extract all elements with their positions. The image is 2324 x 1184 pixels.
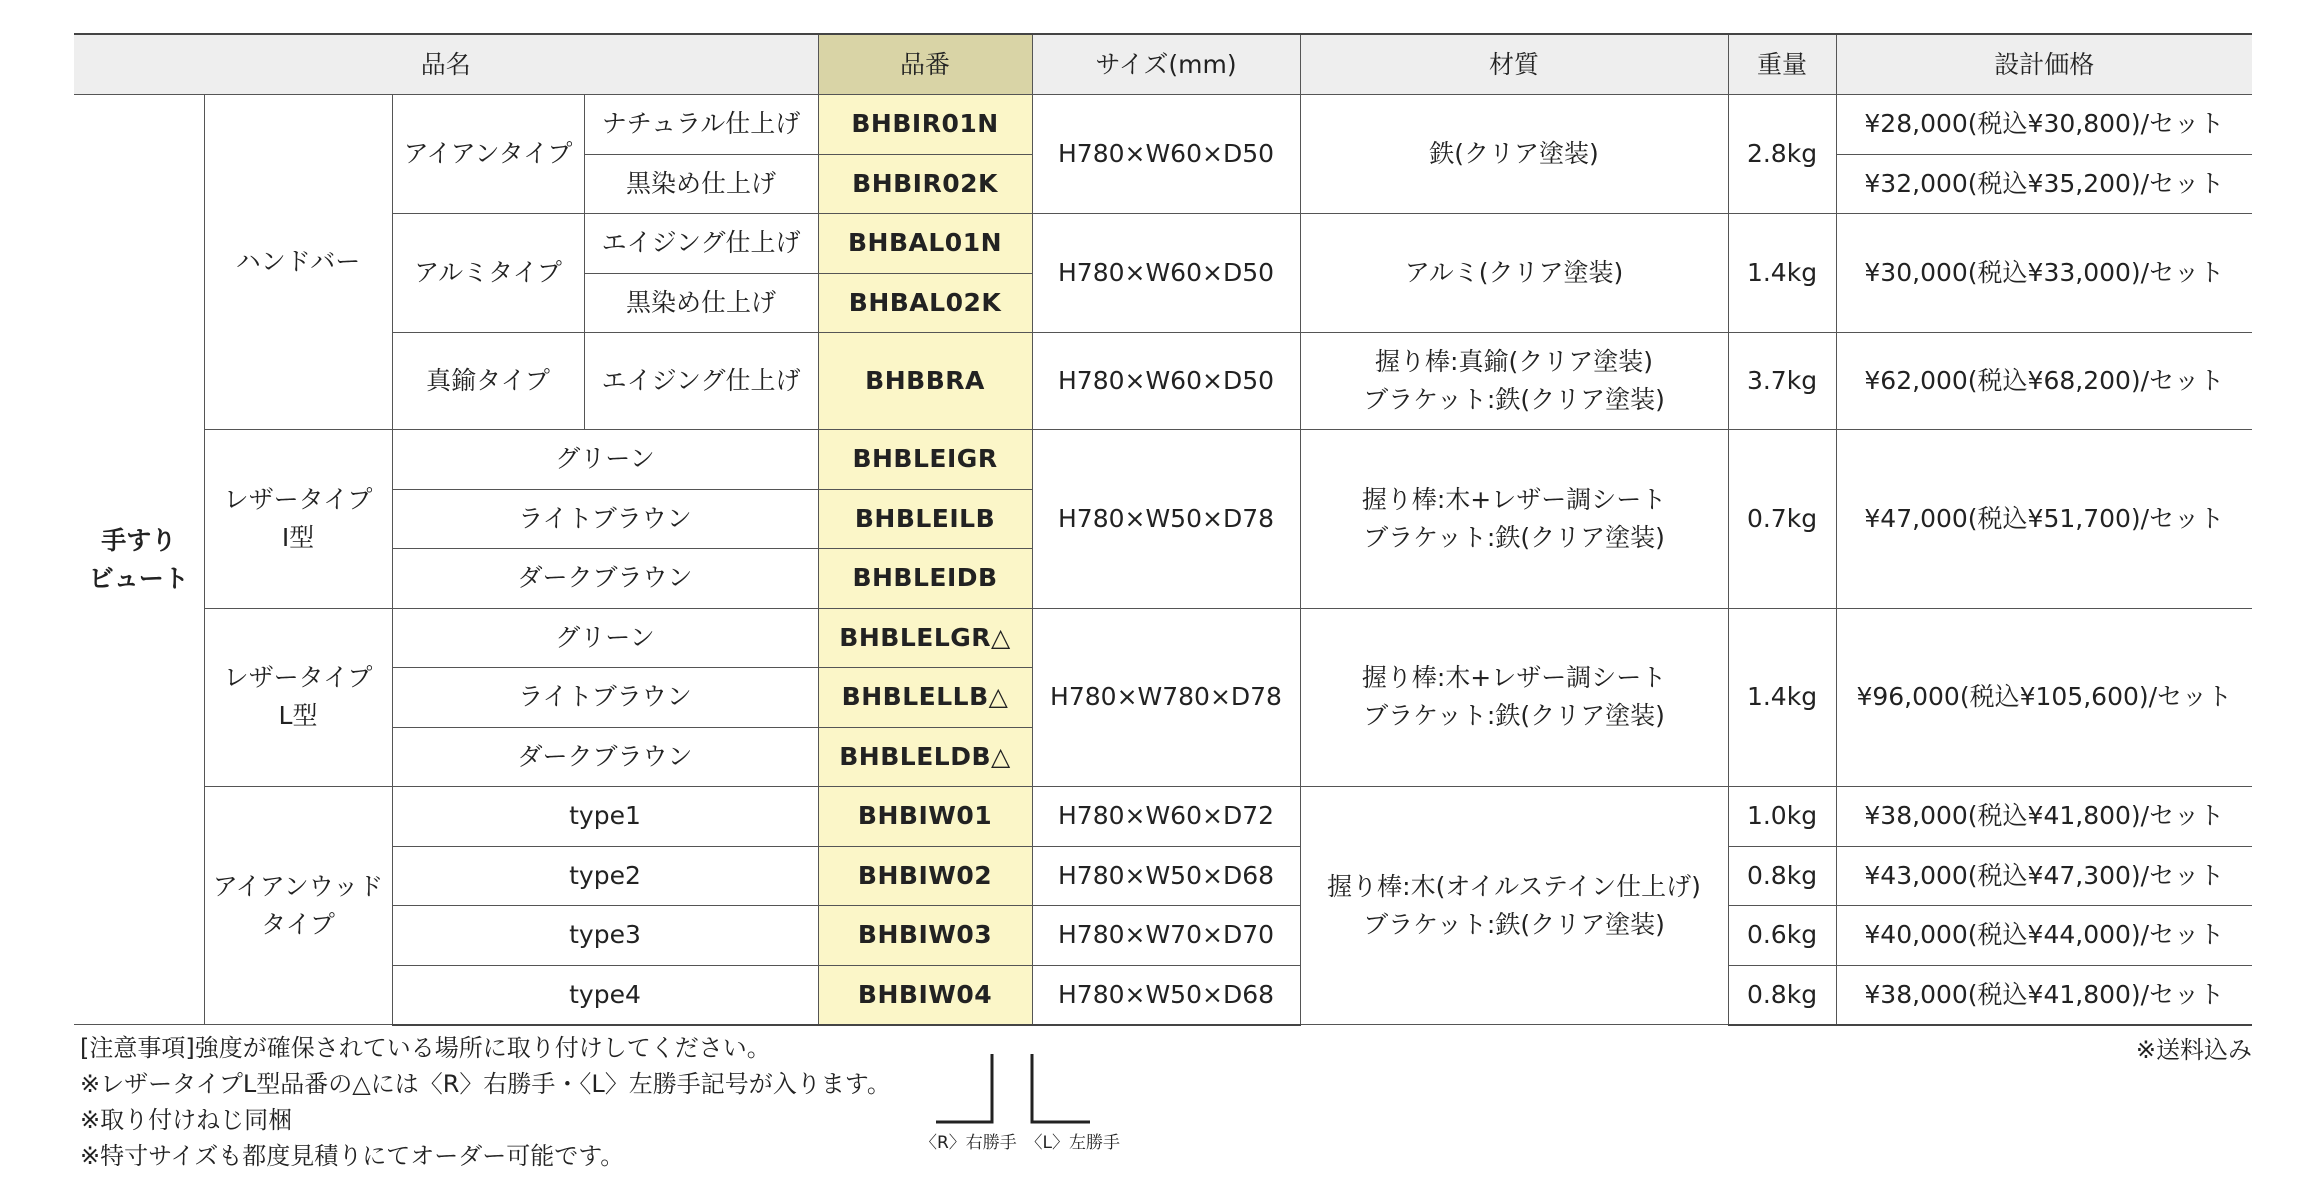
code-cell: BHBLEIDB	[818, 549, 1032, 609]
material-cell: アルミ(クリア塗装)	[1300, 214, 1728, 333]
code-cell: BHBIW03	[818, 906, 1032, 966]
left-hand-shape	[1032, 1054, 1090, 1122]
finish-cell: type3	[392, 906, 818, 966]
weight-cell: 1.4kg	[1728, 608, 1836, 787]
category-line1: 手すり	[101, 525, 177, 555]
finish-cell: type4	[392, 965, 818, 1025]
right-hand-label: 〈R〉右勝手	[920, 1133, 1017, 1153]
code-cell: BHBIR02K	[818, 154, 1032, 214]
price-cell: ¥32,000(税込¥35,200)/セット	[1836, 154, 2252, 214]
code-cell: BHBIR01N	[818, 95, 1032, 155]
table-row	[74, 906, 2252, 966]
table-row	[74, 608, 2252, 668]
price-cell: ¥28,000(税込¥30,800)/セット	[1836, 95, 2252, 155]
weight-cell: 1.4kg	[1728, 214, 1836, 333]
header-price: 設計価格	[1836, 34, 2252, 95]
price-cell: ¥38,000(税込¥41,800)/セット	[1836, 965, 2252, 1025]
price-cell: ¥38,000(税込¥41,800)/セット	[1836, 787, 2252, 847]
price-cell: ¥96,000(税込¥105,600)/セット	[1836, 608, 2252, 787]
finish-cell: グリーン	[392, 430, 818, 490]
size-cell: H780×W60×D50	[1032, 214, 1300, 333]
material-line2: ブラケット:鉄(クリア塗装)	[1363, 385, 1665, 414]
group-leather-l	[204, 608, 392, 787]
finish-cell: 黒染め仕上げ	[584, 273, 818, 333]
group-line1: レザータイプ	[223, 663, 373, 693]
size-cell: H780×W60×D72	[1032, 787, 1300, 847]
header-weight: 重量	[1728, 34, 1836, 95]
notes-block	[80, 1030, 891, 1174]
weight-cell: 0.7kg	[1728, 430, 1836, 609]
note-caution: [注意事項]強度が確保されている場所に取り付けしてください。	[80, 1034, 771, 1062]
group-leather-i	[204, 430, 392, 609]
weight-cell: 0.8kg	[1728, 846, 1836, 906]
finish-cell: ダークブラウン	[392, 549, 818, 609]
group-line1: アイアンウッド	[212, 871, 384, 901]
code-cell: BHBLEIGR	[818, 430, 1032, 490]
material-line1: 握り棒:木+レザー調シート	[1361, 663, 1667, 693]
table-row	[74, 965, 2252, 1025]
note-custom-size: ※特寸サイズも都度見積りにてオーダー可能です。	[80, 1142, 625, 1170]
size-cell: H780×W50×D68	[1032, 965, 1300, 1025]
finish-cell: グリーン	[392, 608, 818, 668]
size-cell: H780×W50×D68	[1032, 846, 1300, 906]
header-size: サイズ(mm)	[1032, 34, 1300, 95]
code-cell: BHBIW02	[818, 846, 1032, 906]
finish-cell: ライトブラウン	[392, 489, 818, 549]
material-cell	[1300, 608, 1728, 787]
finish-cell: ライトブラウン	[392, 668, 818, 728]
material-line2: ブラケット:鉄(クリア塗装)	[1363, 522, 1665, 552]
group-line2: L型	[278, 701, 318, 731]
header-row	[74, 34, 2252, 95]
material-cell	[1300, 333, 1728, 430]
note-symbol: ※レザータイプL型品番の△には〈R〉右勝手・〈L〉左勝手記号が入ります。	[80, 1070, 891, 1098]
code-cell: BHBLELLB△	[818, 668, 1032, 728]
code-cell: BHBLELGR△	[818, 608, 1032, 668]
price-cell: ¥30,000(税込¥33,000)/セット	[1836, 214, 2252, 333]
table-row	[74, 430, 2252, 490]
header-name: 品名	[74, 34, 818, 95]
code-cell: BHBBRA	[818, 333, 1032, 430]
size-cell: H780×W50×D78	[1032, 430, 1300, 609]
material-cell: 鉄(クリア塗装)	[1300, 95, 1728, 214]
right-hand-shape	[936, 1054, 992, 1122]
group-ironwood	[204, 787, 392, 1025]
size-cell: H780×W60×D50	[1032, 95, 1300, 214]
spec-table	[74, 33, 2252, 1026]
finish-cell: エイジング仕上げ	[584, 333, 818, 430]
header-material: 材質	[1300, 34, 1728, 95]
left-hand-label: 〈L〉左勝手	[1025, 1133, 1120, 1153]
material-line1: 握り棒:木+レザー調シート	[1361, 484, 1667, 514]
finish-cell: ナチュラル仕上げ	[584, 95, 818, 155]
weight-cell: 0.6kg	[1728, 906, 1836, 966]
group-handbar: ハンドバー	[204, 95, 392, 430]
finish-cell: 黒染め仕上げ	[584, 154, 818, 214]
material-line1: 握り棒:木(オイルステイン仕上げ)	[1327, 871, 1701, 901]
table-row	[74, 787, 2252, 847]
table-row	[74, 333, 2252, 430]
material-cell	[1300, 430, 1728, 609]
group-line1: レザータイプ	[223, 484, 373, 514]
finish-cell: ダークブラウン	[392, 727, 818, 787]
code-cell: BHBLELDB△	[818, 727, 1032, 787]
table-row	[74, 214, 2252, 274]
header-code: 品番	[818, 34, 1032, 95]
material-cell	[1300, 787, 1728, 1025]
category-cell	[74, 95, 204, 1025]
material-line1: 握り棒:真鍮(クリア塗装)	[1375, 347, 1653, 376]
group-line2: タイプ	[261, 909, 335, 939]
type-alumi: アルミタイプ	[392, 214, 584, 333]
table-row	[74, 846, 2252, 906]
table-row	[74, 95, 2252, 155]
note-screws: ※取り付けねじ同梱	[80, 1106, 293, 1134]
price-cell: ¥47,000(税込¥51,700)/セット	[1836, 430, 2252, 609]
code-cell: BHBAL02K	[818, 273, 1032, 333]
code-cell: BHBIW01	[818, 787, 1032, 847]
code-cell: BHBAL01N	[818, 214, 1032, 274]
code-cell: BHBIW04	[818, 965, 1032, 1025]
weight-cell: 1.0kg	[1728, 787, 1836, 847]
weight-cell: 0.8kg	[1728, 965, 1836, 1025]
material-line2: ブラケット:鉄(クリア塗装)	[1363, 909, 1665, 939]
weight-cell: 3.7kg	[1728, 333, 1836, 430]
finish-cell: type1	[392, 787, 818, 847]
shipping-note: ※送料込み	[2135, 1036, 2252, 1064]
price-cell: ¥43,000(税込¥47,300)/セット	[1836, 846, 2252, 906]
finish-cell: エイジング仕上げ	[584, 214, 818, 274]
size-cell: H780×W780×D78	[1032, 608, 1300, 787]
category-line2: ビュート	[88, 563, 189, 593]
group-line2: I型	[281, 522, 315, 552]
type-brass: 真鍮タイプ	[392, 333, 584, 430]
size-cell: H780×W70×D70	[1032, 906, 1300, 966]
material-line2: ブラケット:鉄(クリア塗装)	[1363, 701, 1665, 731]
handedness-labels	[920, 1128, 1120, 1153]
type-iron: アイアンタイプ	[392, 95, 584, 214]
price-cell: ¥62,000(税込¥68,200)/セット	[1836, 333, 2252, 430]
price-cell: ¥40,000(税込¥44,000)/セット	[1836, 906, 2252, 966]
code-cell: BHBLEILB	[818, 489, 1032, 549]
finish-cell: type2	[392, 846, 818, 906]
weight-cell: 2.8kg	[1728, 95, 1836, 214]
size-cell: H780×W60×D50	[1032, 333, 1300, 430]
